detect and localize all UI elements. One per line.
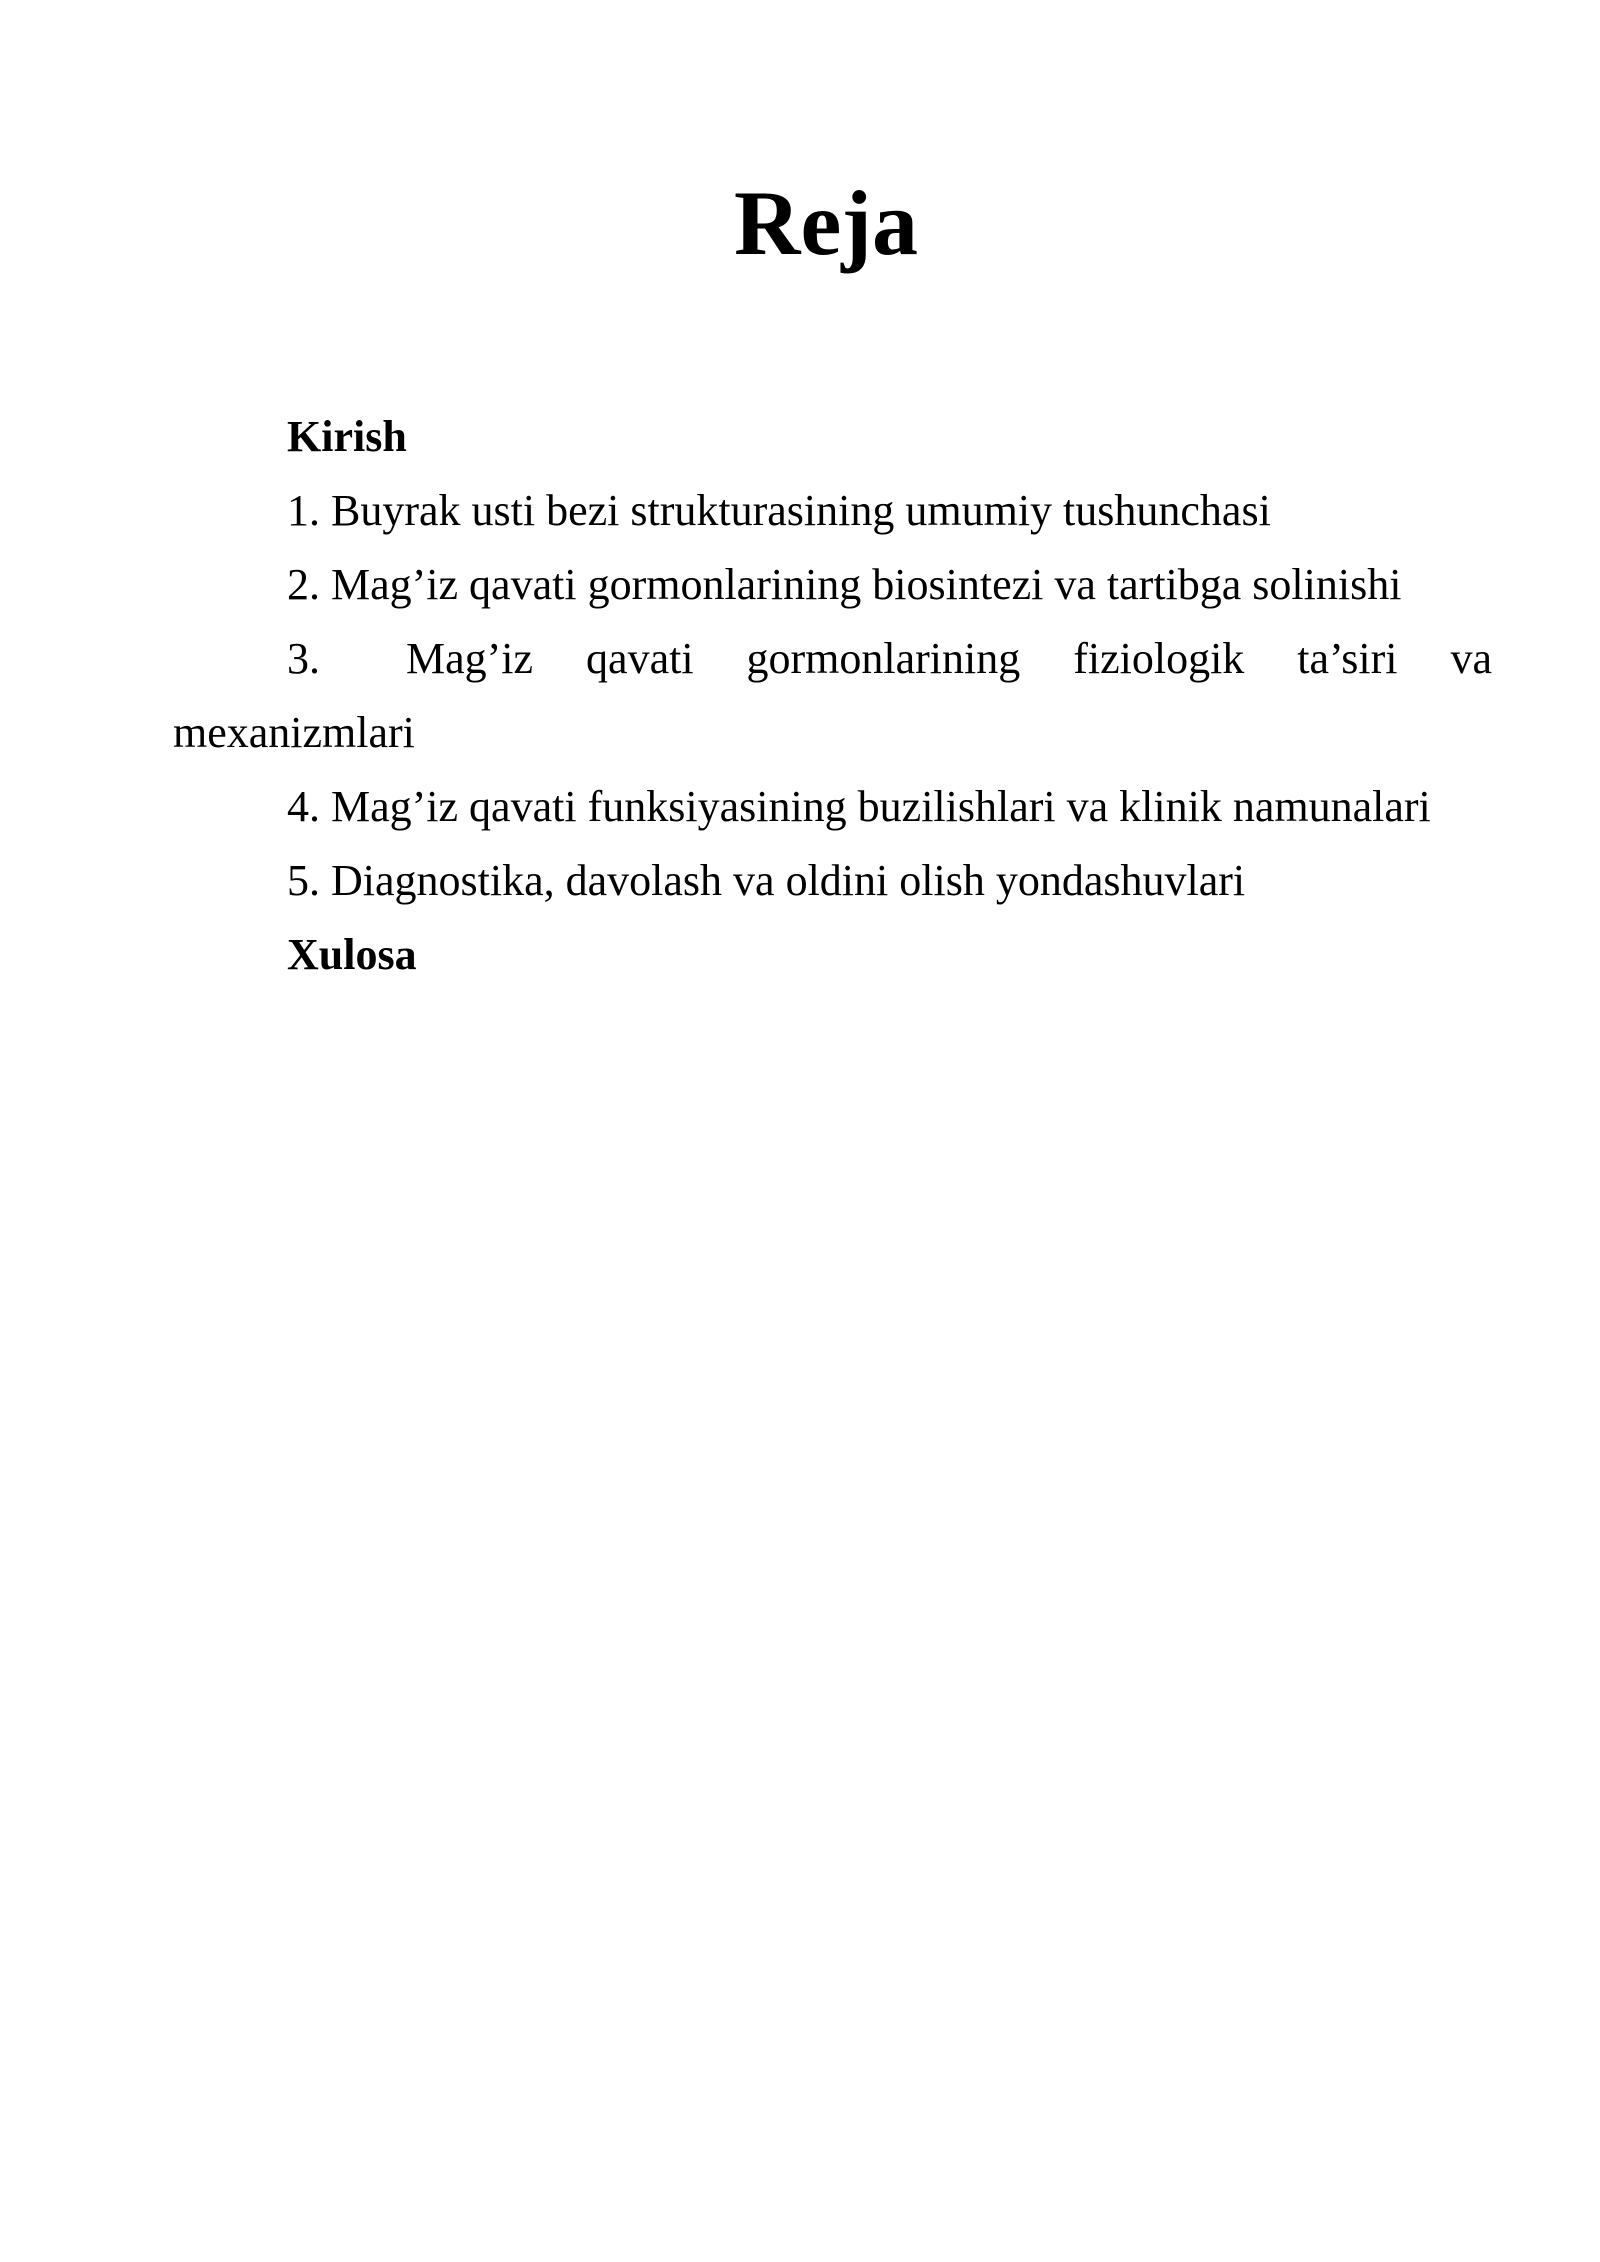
toc-item-number: 1. <box>287 486 320 535</box>
toc-item <box>230 474 1492 548</box>
toc-conclusion: Xulosa <box>287 930 417 979</box>
toc-item <box>230 844 1492 918</box>
toc-item-text: Buyrak usti bezi strukturasining umumiy tushunchasi <box>331 486 1271 535</box>
toc-item-number: 4. <box>287 782 320 831</box>
page-title: Reja <box>734 172 918 274</box>
toc-item-number: 3. <box>287 634 320 683</box>
toc-intro: Kirish <box>287 412 407 461</box>
toc-item-text: Mag’iz qavati gormonlarining fiziologik ta’siri va mexanizmlari <box>173 634 1492 757</box>
toc-item <box>173 622 1492 770</box>
toc-item <box>230 770 1492 844</box>
toc-item-number: 5. <box>287 856 320 905</box>
toc-item-text: Mag’iz qavati funksiyasining buzilishlari va klinik namunalari <box>331 782 1431 831</box>
toc-item-number: 2. <box>287 560 320 609</box>
toc-item-text: Diagnostika, davolash va oldini olish yondashuvlari <box>331 856 1246 905</box>
toc-item-text: Mag’iz qavati gormonlarining biosintezi va tartibga solinishi <box>331 560 1402 609</box>
toc-item <box>230 548 1492 622</box>
table-of-contents <box>173 400 1492 992</box>
